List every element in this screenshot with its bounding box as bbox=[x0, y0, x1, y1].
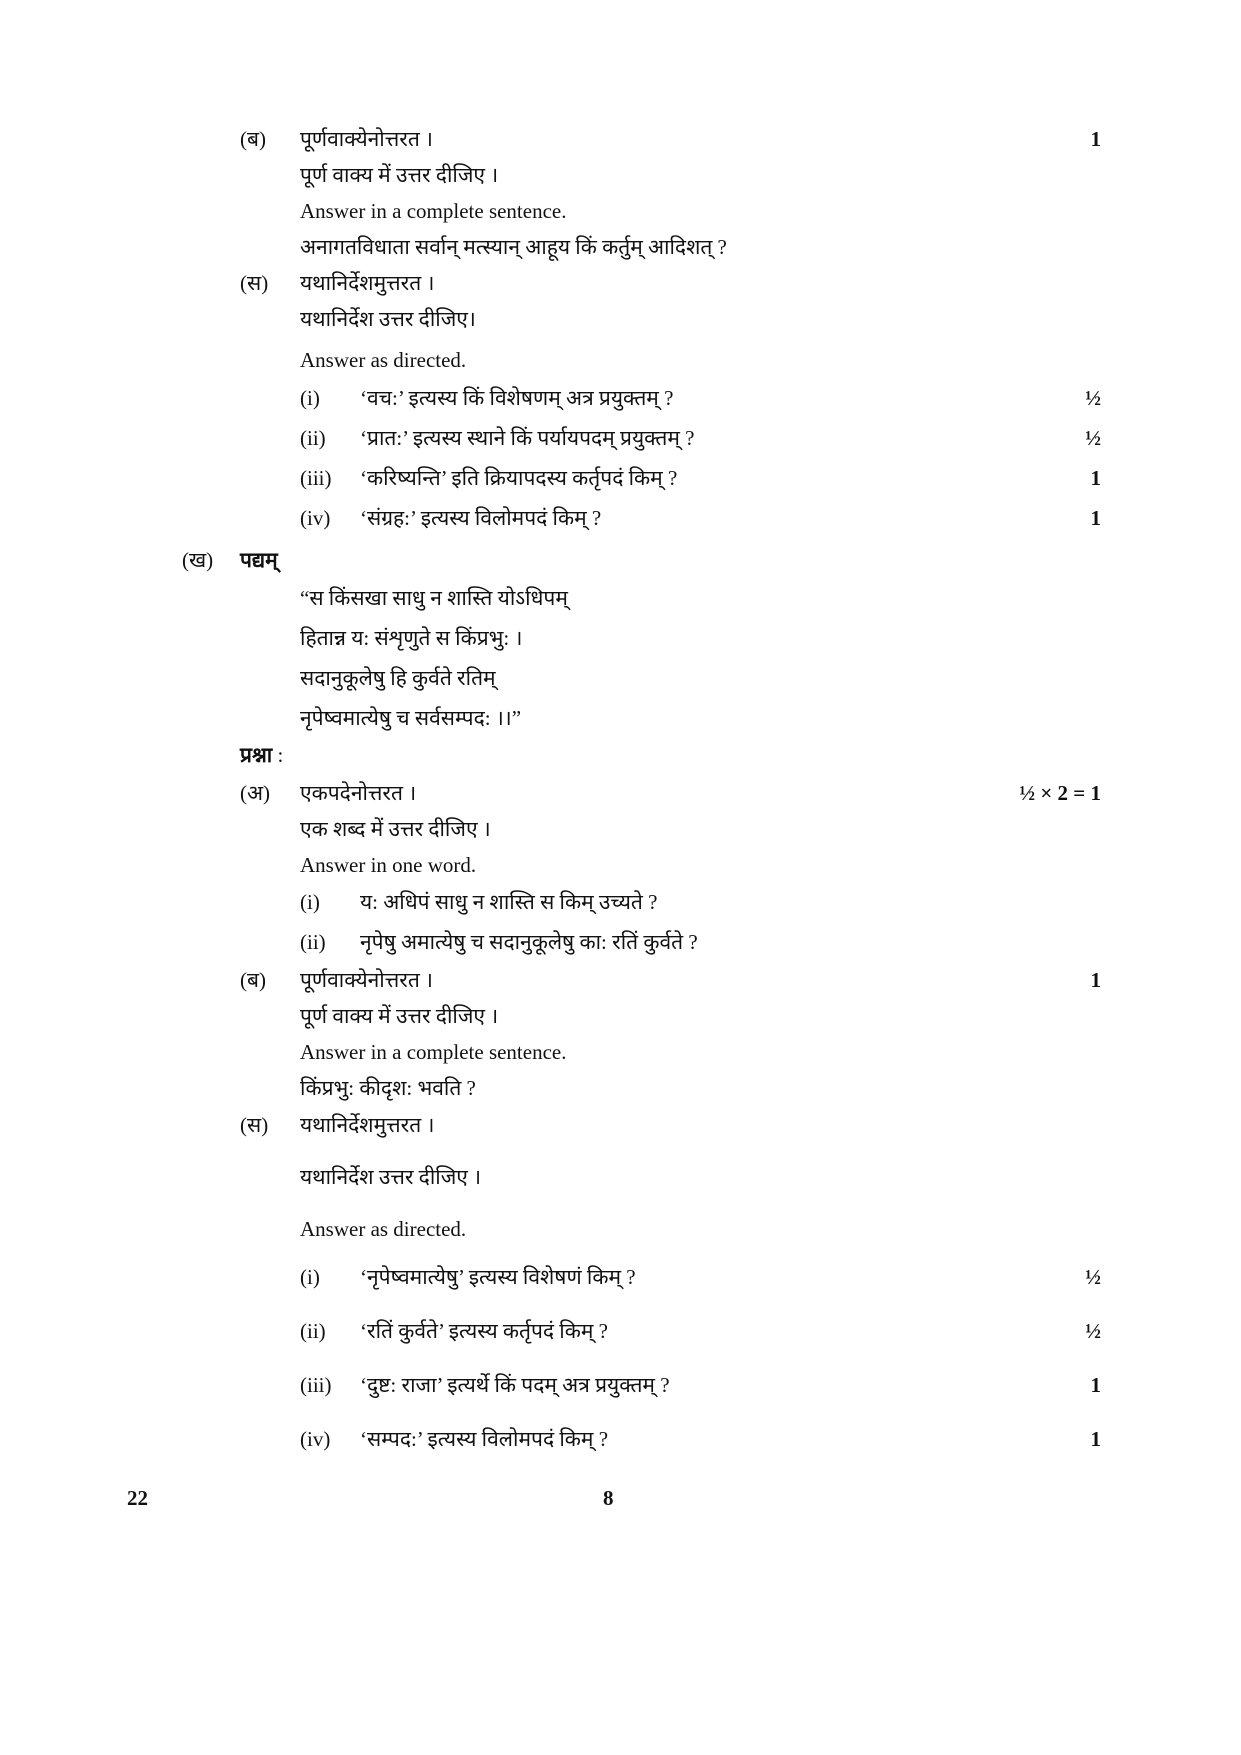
instruction-english: Answer as directed. bbox=[300, 348, 467, 372]
sub-question-text: ‘प्रात:’ इत्यस्य स्थाने किं पर्यायपदम् प्रयुक्तम् ? bbox=[360, 426, 695, 450]
sub-question-number: (i) bbox=[300, 890, 320, 914]
marks: 1 bbox=[1090, 506, 1101, 530]
sub-question-number: (i) bbox=[300, 386, 320, 410]
sub-question-text: नृपेषु अमात्येषु च सदानुकूलेषु का: रतिं कुर्वते ? bbox=[360, 930, 698, 954]
sub-question-text: ‘संग्रह:’ इत्यस्य विलोमपदं किम् ? bbox=[360, 506, 602, 530]
sub-question-number: (ii) bbox=[300, 426, 326, 450]
sub-question-text: ‘करिष्यन्ति’ इति क्रियापदस्य कर्तृपदं किम् ? bbox=[360, 466, 678, 490]
sub-question-number: (iii) bbox=[300, 466, 332, 490]
question-text: किंप्रभु: कीदृश: भवति ? bbox=[300, 1076, 476, 1100]
marks: 1 bbox=[1090, 127, 1101, 151]
sub-question-text: ‘सम्पद:’ इत्यस्य विलोमपदं किम् ? bbox=[360, 1427, 609, 1451]
question-text: अनागतविधाता सर्वान् मत्स्यान् आहूय किं कर्तुम् आदिशत् ? bbox=[300, 235, 727, 259]
sub-question-text: ‘नृपेष्वमात्येषु’ इत्यस्य विशेषणं किम् ? bbox=[360, 1265, 636, 1289]
questions-heading-colon: : bbox=[277, 743, 284, 767]
instruction-english: Answer in a complete sentence. bbox=[300, 1040, 567, 1064]
instruction-sanskrit: यथानिर्देशमुत्तरत । bbox=[300, 1113, 435, 1137]
verse-line: “स किंसखा साधु न शास्ति योऽधिपम् bbox=[300, 586, 568, 610]
sub-question-number: (i) bbox=[300, 1265, 320, 1289]
verse-line: नृपेष्वमात्येषु च सर्वसम्पद: ।।” bbox=[300, 706, 522, 730]
page-number: 8 bbox=[603, 1486, 614, 1510]
marks: ½ bbox=[1085, 386, 1101, 410]
section-heading: पद्यम् bbox=[240, 548, 278, 572]
marks: 1 bbox=[1090, 466, 1101, 490]
marks: 1 bbox=[1090, 1373, 1101, 1397]
questions-heading-text: प्रश्ना bbox=[240, 743, 273, 767]
marks: ½ bbox=[1085, 1265, 1101, 1289]
sub-question-text: ‘वच:’ इत्यस्य किं विशेषणम् अत्र प्रयुक्तम् ? bbox=[360, 386, 674, 410]
sub-question-text: ‘दुष्ट: राजा’ इत्यर्थे किं पदम् अत्र प्रयुक्तम् ? bbox=[360, 1373, 670, 1397]
sub-question-number: (iv) bbox=[300, 506, 331, 530]
question-label-a: (अ) bbox=[240, 781, 271, 805]
marks: ½ × 2 = 1 bbox=[1019, 781, 1101, 805]
question-label-s: (स) bbox=[240, 1113, 269, 1137]
instruction-sanskrit: एकपदेनोत्तरत । bbox=[300, 781, 417, 805]
sub-question-number: (ii) bbox=[300, 930, 326, 954]
section-label-kha: (ख) bbox=[182, 548, 214, 572]
verse-line: सदानुकूलेषु हि कुर्वते रतिम् bbox=[300, 666, 496, 690]
instruction-sanskrit: पूर्णवाक्येनोत्तरत । bbox=[300, 127, 434, 151]
paper-code: 22 bbox=[127, 1486, 148, 1510]
sub-question-text: ‘रतिं कुर्वते’ इत्यस्य कर्तृपदं किम् ? bbox=[360, 1319, 609, 1343]
sub-question-text: य: अधिपं साधु न शास्ति स किम् उच्यते ? bbox=[360, 890, 658, 914]
marks: ½ bbox=[1085, 1319, 1101, 1343]
instruction-english: Answer as directed. bbox=[300, 1217, 467, 1241]
sub-question-number: (iv) bbox=[300, 1427, 331, 1451]
verse-line: हितान्न य: संशृणुते स किंप्रभु: । bbox=[300, 626, 523, 650]
marks: ½ bbox=[1085, 426, 1101, 450]
instruction-hindi: एक शब्द में उत्तर दीजिए । bbox=[300, 817, 491, 841]
instruction-sanskrit: पूर्णवाक्येनोत्तरत । bbox=[300, 968, 434, 992]
question-label-b: (ब) bbox=[240, 127, 266, 151]
sub-question-number: (iii) bbox=[300, 1373, 332, 1397]
instruction-english: Answer in one word. bbox=[300, 853, 477, 877]
question-label-b: (ब) bbox=[240, 968, 266, 992]
instruction-hindi: पूर्ण वाक्य में उत्तर दीजिए । bbox=[300, 163, 499, 187]
instruction-english: Answer in a complete sentence. bbox=[300, 199, 567, 223]
marks: 1 bbox=[1090, 968, 1101, 992]
instruction-hindi: पूर्ण वाक्य में उत्तर दीजिए । bbox=[300, 1004, 499, 1028]
sub-question-number: (ii) bbox=[300, 1319, 326, 1343]
marks: 1 bbox=[1090, 1427, 1101, 1451]
instruction-sanskrit: यथानिर्देशमुत्तरत । bbox=[300, 271, 435, 295]
questions-heading bbox=[240, 741, 283, 769]
question-label-s: (स) bbox=[240, 271, 269, 295]
instruction-hindi: यथानिर्देश उत्तर दीजिए। bbox=[300, 307, 476, 331]
instruction-hindi: यथानिर्देश उत्तर दीजिए । bbox=[300, 1165, 482, 1189]
